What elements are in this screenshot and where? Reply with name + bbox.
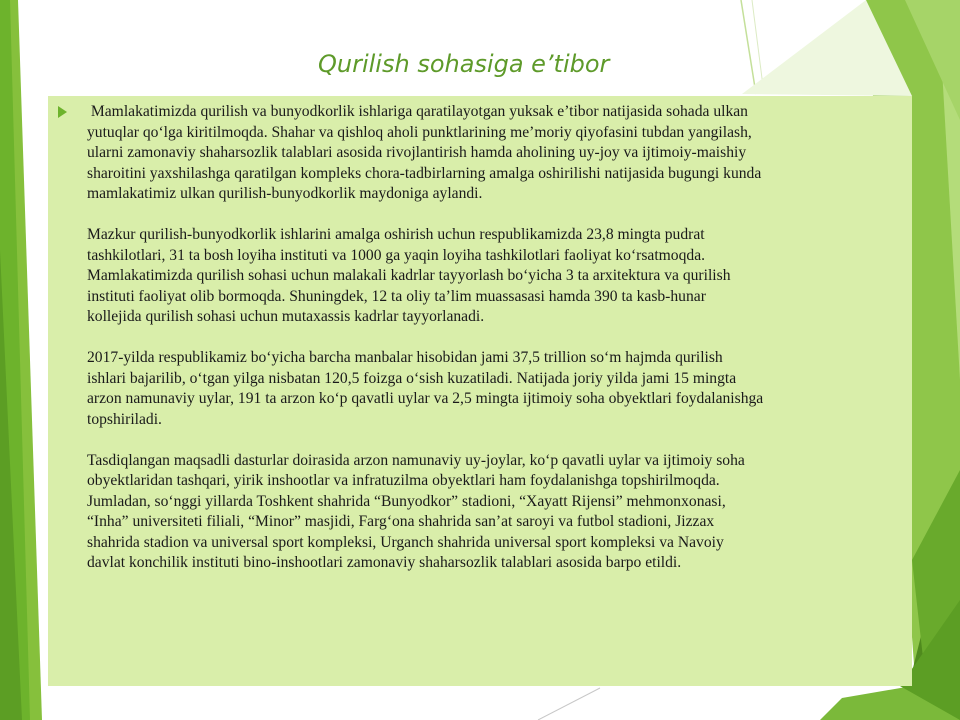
text-line: shahrida stadion va universal sport kompleksi, Urganch shahrida universal sport kompleksi va Navoiy bbox=[87, 533, 724, 551]
text-line: kollejida qurilish sohasi uchun mutaxassis kadrlar tayyorlanadi. bbox=[87, 308, 485, 325]
text-line: Tasdiqlangan maqsadli dasturlar doirasida arzon namunaviy uy-joylar, ko‘p qavatli uylar va ijtimoiy soha bbox=[87, 451, 745, 469]
text-line: sharoitini yaxshilashga qaratilgan kompleks chora-tadbirlarning amalga oshirilishi natijasida bugungi kunda bbox=[87, 164, 762, 182]
text-line: “Inha” universiteti filiali, “Minor” masjidi, Farg‘ona shahrida san’at saroyi va futbol stadioni, Jizzax bbox=[87, 513, 715, 530]
text-line: instituti faoliyat olib bormoqda. Shuningdek, 12 ta oliy ta’lim muassasasi hamda 390 ta kasb-hunar bbox=[87, 287, 706, 305]
paragraph-landmarks bbox=[87, 451, 907, 574]
text-line: Mamlakatimizda qurilish sohasi uchun malakali kadrlar tayyorlash bo‘yicha 3 ta arxitektura va qurilish bbox=[87, 267, 731, 284]
slide-title: Qurilish sohasiga e’tibor bbox=[318, 50, 610, 78]
text-line: ishlari bajarilib, o‘tgan yilga nisbatan 120,5 foizga o‘sish kuzatiladi. Natijada joriy yilda jami 15 mingta bbox=[87, 369, 737, 387]
body-text bbox=[87, 102, 907, 574]
text-line: Jumladan, so‘nggi yillarda Toshkent shahrida “Bunyodkor” stadioni, “Xayatt Rijensi” mehmonxonasi, bbox=[87, 492, 726, 510]
text-line: mamlakatimiz ulkan qurilish-bunyodkorlik maydoniga aylandi. bbox=[87, 185, 483, 202]
text-line: arzon namunaviy uylar, 191 ta arzon ko‘p qavatli uylar va 2,5 mingta ijtimoiy soha obyektlari foydalanishga bbox=[87, 390, 764, 407]
paragraph-organizations bbox=[87, 225, 907, 328]
text-line: Mamlakatimizda qurilish va bunyodkorlik ishlariga qaratilayotgan yuksak e’tibor natijasida sohada ulkan bbox=[87, 103, 748, 120]
text-line: davlat konchilik instituti bino-inshootlari zamonaviy shaharsozlik talablari asosida barpo etildi. bbox=[87, 554, 682, 571]
paragraph-statistics-2017 bbox=[87, 348, 907, 430]
text-line: ularni zamonaviy shaharsozlik talablari asosida rivojlantirish hamda aholining uy-joy va ijtimoiy-maishiy bbox=[87, 144, 747, 161]
triangle-bullet-icon bbox=[58, 106, 67, 118]
text-line: tashkilotlari, 31 ta bosh loyiha instituti va 1000 ga yaqin loyiha tashkilotlari faoliyat ko‘rsatmoqda. bbox=[87, 246, 706, 264]
text-line: topshiriladi. bbox=[87, 410, 162, 428]
text-line: obyektlaridan tashqari, yirik inshootlar va infratuzilma obyektlari ham foydalanishga topshirilmoqda. bbox=[87, 472, 720, 489]
text-line: 2017-yilda respublikamiz bo‘yicha barcha manbalar hisobidan jami 37,5 trillion so‘m hajmda qurilish bbox=[87, 349, 723, 366]
text-line: Mazkur qurilish-bunyodkorlik ishlarini amalga oshirish uchun respublikamizda 23,8 mingta pudrat bbox=[87, 226, 705, 243]
paragraph-intro bbox=[87, 102, 907, 205]
text-line: yutuqlar qo‘lga kiritilmoqda. Shahar va qishloq aholi punktlarining me’moriy qiyofasini tubdan yangilash, bbox=[87, 123, 752, 141]
